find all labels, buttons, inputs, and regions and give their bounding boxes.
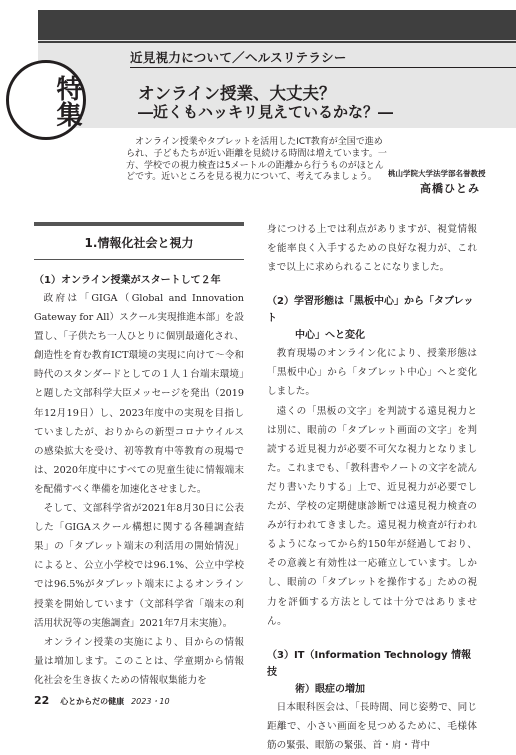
subheading-2 [267,293,477,344]
article-subtitle: ―近くもハッキリ見えているかな？― [138,103,394,121]
subheading-2-line2: 中心」へと変化 [295,330,365,342]
paragraph: 教育現場のオンライン化により、授業形態は「黒板中心」から「タブレット中心」へと変化しました。 [267,348,477,398]
subheading-3 [267,647,477,698]
subheading-2-line1: （2）学習形態は「黒板中心」から「タブレット [267,296,474,325]
subheading-3-line1: （3）IT（Information Technology 情報技 [267,649,472,678]
feature-badge [6,60,86,140]
author-affiliation: 桃山学院大学法学部名誉教授 [388,169,486,178]
chapter-title: 1.情報化社会と視力 [84,236,194,250]
article-title: オンライン授業、大丈夫？ [138,84,336,103]
subheading-3-line2: 術）眼症の増加 [295,683,365,695]
paragraph: オンライン授業の実施により、目からの情報量は増加します。このことは、学童期から情報化社会を生き抜くための情報収集能力を [34,636,244,686]
paragraph: 身につける上では利点がありますが、視覚情報を能率良く入手するための良好な視力が、これまで以上に求められることになりました。 [267,224,477,274]
magazine-name: 心とからだの健康 [60,697,125,706]
left-column [34,218,244,690]
header [0,0,516,195]
right-column [267,220,477,755]
chapter-heading [34,222,244,266]
badge-text: 特集 [52,75,82,127]
chapter-top-rule [34,222,244,226]
page-footer [34,694,170,707]
page-number: 22 [34,694,50,707]
paragraph: 日本眼科医会は、「長時間、同じ姿勢で、同じ距離で、小さい画面を見つめるために、毛様体筋の緊張、眼筋の緊張、首・肩・背中 [267,701,477,751]
section-title: 近見視力について／ヘルスリテラシー [130,50,347,65]
header-dark-bar [38,10,516,40]
author-name: 高橋ひとみ [420,182,480,195]
subheading-1: （1）オンライン授業がスタートして２年 [34,275,221,286]
chapter-bottom-rule [34,259,244,260]
title-rule [130,67,516,68]
paragraph: 政府は「GIGA（Global and Innovation Gateway for All）スクール実現推進本部」を設置し、「子供たち一人ひとりに個別最適化され、創造性を育む教育ICT環境の実現に向けて〜令和時代のスタンダードとしての１人１台端末環境」と題した文部科学大臣メッセージを発出（2019年12月19日）し、2023年度中の実現を目指していましたが、おりからの新型コロナウイルスの感染拡大を受け、初等教育中等教育の現場では、2020年度中にすべての児童生徒に情報端末を配備すべく準備を加速化させました。 [34,293,244,495]
paragraph: 遠くの「黒板の文字」を判読する遠見視力とは別に、眼前の「タブレット画面の文字」を判読する近見視力が必要不可欠な視力となりました。これまでも、「教科書やノートの文字を読んだり書いたりする」上で、近見視力が必要でしたが、学校の定期健康診断では遠見視力検査のみが行われてきました。遠見視力検査が行われるようになってから約150年が経過しており、その意義と有効性は一応確立しています。しかし、眼前の「タブレットを操作する」ための視力を評価する方法としては十分ではありません。 [267,405,477,627]
paragraph: そして、文部科学省が2021年8月30日に公表した「GIGAスクール構想に関する各種調査結果」の「タブレット端末の利活用の開始情況」によると、公立小学校では96.1%、公立中学校では96.5%がタブレット端末によるオンライン授業を開始しています（文部科学省「端末の利活用状況等の実態調査」2021年7月末実施）。 [34,503,244,629]
issue-date: 2023・10 [131,697,170,706]
lead-text: オンライン授業やタブレットを活用したICT教育が全国で進められ、子どもたちが近い距離を見続ける時間は増えています。一方、学校での視力検査は5メートルの距離から行うものがほとんどです。近いところを見る視力について、考えてみましょう。 [126,137,387,183]
